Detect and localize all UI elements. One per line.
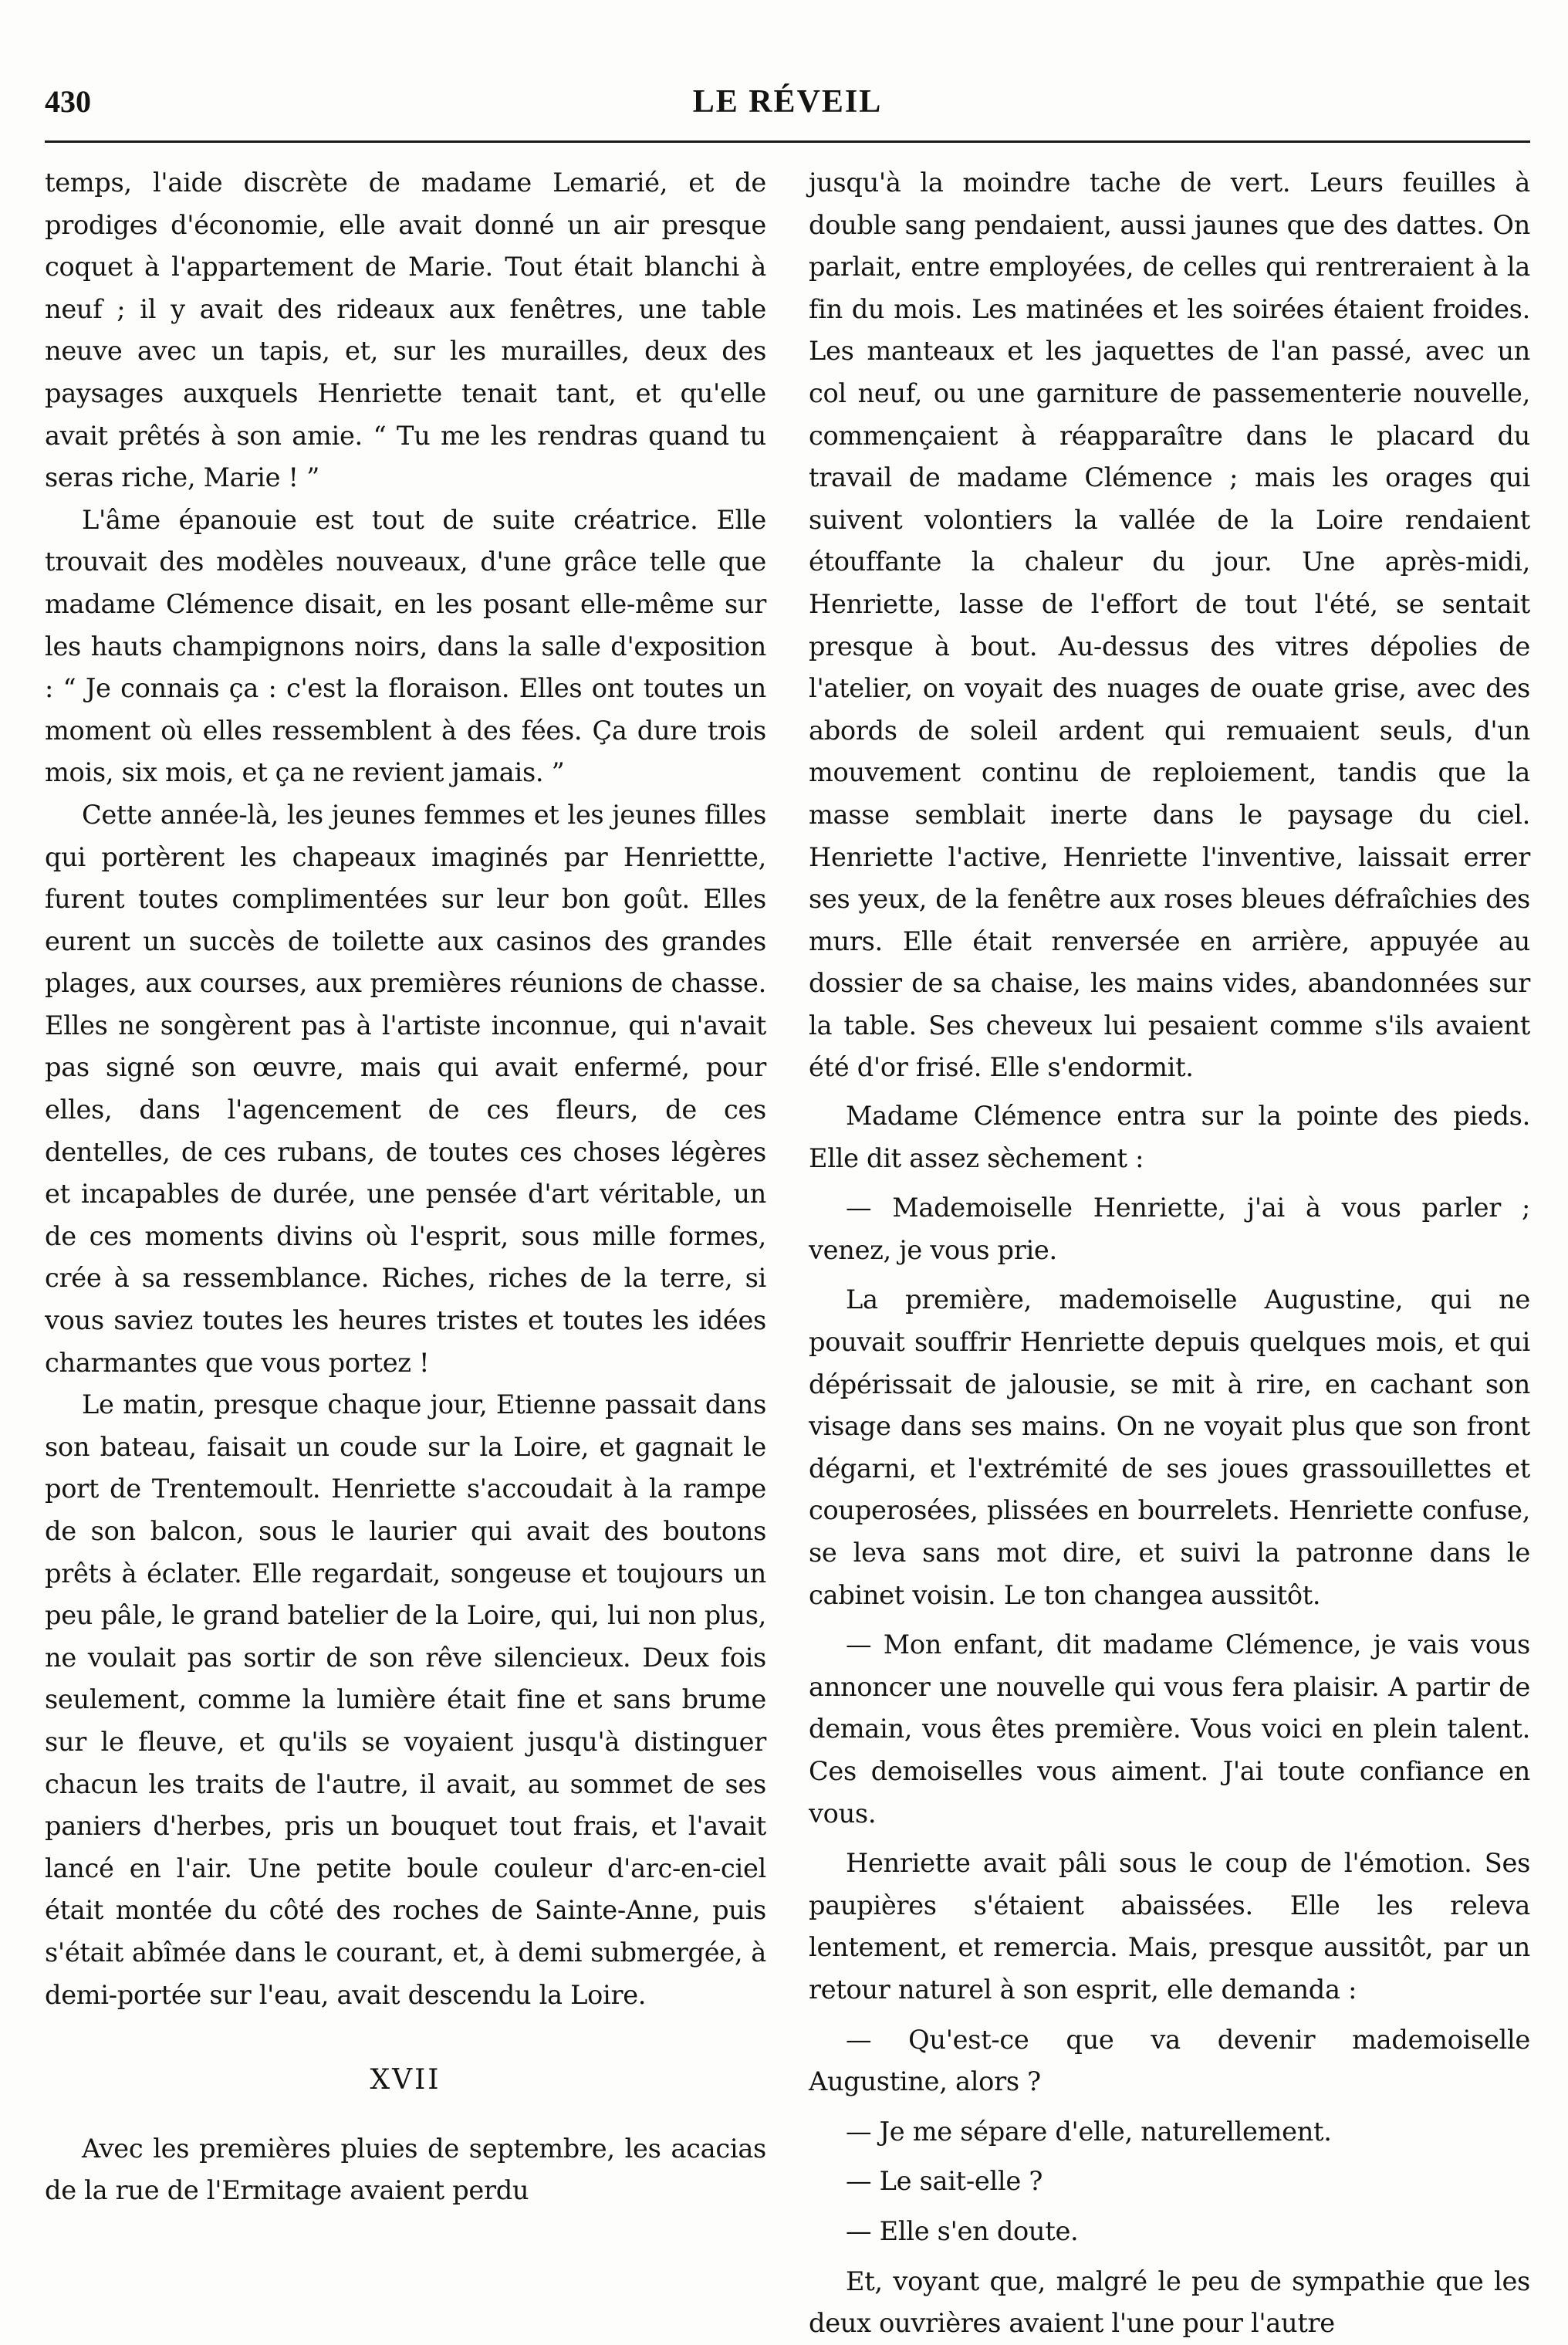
dialogue-line: — Mademoiselle Henriette, j'ai à vous parler ; venez, je vous prie. <box>809 1193 1530 1265</box>
paragraph: Cette année-là, les jeunes femmes et les jeunes filles qui portèrent les chapeaux imaginés par Henriettte, furent toutes complimentées sur leur bon goût. Elles eurent un succès de toilette aux casinos des grandes plages, aux courses, aux premières réunions de chasse. Elles ne songèrent pas à l'artiste inconnue, qui n'avait pas signé son œuvre, mais qui avait enfermé, pour elles, dans l'agencement de ces fleurs, de ces dentelles, de ces rubans, de toutes ces choses légères et incapables de durée, une pensée d'art véritable, un de ces moments divins où l'esprit, sous mille formes, crée à sa ressemblance. Riches, riches de la terre, si vous saviez toutes les heures tristes et toutes les idées charmantes que vous portez ! <box>45 799 766 1378</box>
paragraph: Et, voyant que, malgré le peu de sympathie que les deux ouvrières avaient l'une pour l'autre <box>809 2265 1530 2339</box>
paragraph: L'âme épanouie est tout de suite créatrice. Elle trouvait des modèles nouveaux, d'une grâce telle que madame Clémence disait, en les posant elle-même sur les hauts champignons noirs, dans la salle d'exposition : “ Je connais ça : c'est la floraison. Elles ont toutes un moment où elles ressemblent à des fées. Ça dure trois mois, six mois, et ça ne revient jamais. ” <box>45 504 766 788</box>
paragraph: La première, mademoiselle Augustine, qui ne pouvait souffrir Henriette depuis quelques mois, et qui dépérissait de jalousie, se mit à rire, en cachant son visage dans ses mains. On ne voyait plus que son front dégarni, et l'extrémité de ses joues grassouillettes et couperosées, plissées en bourrelets. Henriette confuse, se leva sans mot dire, et suivi la patronne dans le cabinet voisin. Le ton changea aussitôt. <box>809 1284 1530 1610</box>
dialogue-line: — Qu'est-ce que va devenir mademoiselle Augustine, alors ? <box>809 2024 1530 2097</box>
header-rule <box>45 140 1530 143</box>
paragraph: temps, l'aide discrète de madame Lemarié, et de prodiges d'économie, elle avait donné un air presque coquet à l'appartement de Marie. Tout était blanchi à neuf ; il y avait des rideaux aux fenêtres, une table neuve avec un tapis, et, sur les murailles, deux des paysages auxquels Henriette tenait tant, et qu'elle avait prêtés à son amie. “ Tu me les rendras quand tu seras riche, Marie ! ” <box>45 168 766 493</box>
left-column <box>45 162 766 2212</box>
chapter-heading: XVII <box>370 2064 441 2096</box>
page-number: 430 <box>45 84 91 119</box>
paragraph: Henriette avait pâli sous le coup de l'émotion. Ses paupières s'étaient abaissées. Elle les releva lentement, et remercia. Mais, presque aussitôt, par un retour naturel à son esprit, elle demanda : <box>809 1848 1530 2005</box>
dialogue-line: — Elle s'en doute. <box>846 2215 1079 2246</box>
running-title: LE RÉVEIL <box>692 84 883 120</box>
paragraph: Le matin, presque chaque jour, Etienne passait dans son bateau, faisait un coude sur la Loire, et gagnait le port de Trentemoult. Henriette s'accoudait à la rampe de son balcon, sous le laurier qui avait des boutons prêts à éclater. Elle regardait, songeuse et toujours un peu pâle, le grand batelier de la Loire, qui, lui non plus, ne voulait pas sortir de son rêve silencieux. Deux fois seulement, comme la lumière était fine et sans brume sur le fleuve, et qu'ils se voyaient jusqu'à distinguer chacun les traits de l'autre, il avait, au sommet de ses paniers d'herbes, pris un bouquet tout frais, et l'avait lancé en l'air. Une petite boule couleur d'arc-en-ciel était montée du côté des roches de Sainte-Anne, puis s'était abîmée dans le courant, et, à demi submergée, à demi-portée sur l'eau, avait descendu la Loire. <box>45 1389 766 2010</box>
paragraph: Madame Clémence entra sur la pointe des pieds. Elle dit assez sèchement : <box>809 1101 1530 1173</box>
page-header <box>45 83 1530 130</box>
dialogue-line: — Mon enfant, dit madame Clémence, je vais vous annoncer une nouvelle qui vous fera plaisir. A partir de demain, vous êtes première. Vous voici en plein talent. Ces demoiselles vous aiment. J'ai toute confiance en vous. <box>809 1629 1530 1829</box>
dialogue-line: — Je me sépare d'elle, naturellement. <box>846 2116 1332 2147</box>
paragraph: Avec les premières pluies de septembre, les acacias de la rue de l'Ermitage avaient perdu <box>45 2133 766 2206</box>
dialogue-line: — Le sait-elle ? <box>846 2166 1043 2197</box>
paragraph: jusqu'à la moindre tache de vert. Leurs feuilles à double sang pendaient, aussi jaunes que des dattes. On parlait, entre employées, de celles qui rentreraient à la fin du mois. Les matinées et les soirées étaient froides. Les manteaux et les jaquettes de l'an passé, avec un col neuf, ou une garniture de passementerie nouvelle, commençaient à réapparaître dans le placard du travail de madame Clémence ; mais les orages qui suivent volontiers la vallée de la Loire rendaient étouffante la chaleur du jour. Une après-midi, Henriette, lasse de l'effort de tout l'été, se sentait presque à bout. Au-dessus des vitres dépolies de l'atelier, on voyait des nuages de ouate grise, avec des abords de soleil ardent qui remuaient seuls, d'un mouvement continu de reploiement, tandis que la masse semblait inerte dans le paysage du ciel. Henriette l'active, Henriette l'inventive, laissait errer ses yeux, de la fenêtre aux roses bleues défraîchies des murs. Elle était renversée en arrière, appuyée au dossier de sa chaise, les mains vides, abandonnées sur la table. Ses cheveux lui pesaient comme s'ils avaient été d'or frisé. Elle s'endormit. <box>809 168 1530 1083</box>
right-column <box>809 162 1530 2345</box>
